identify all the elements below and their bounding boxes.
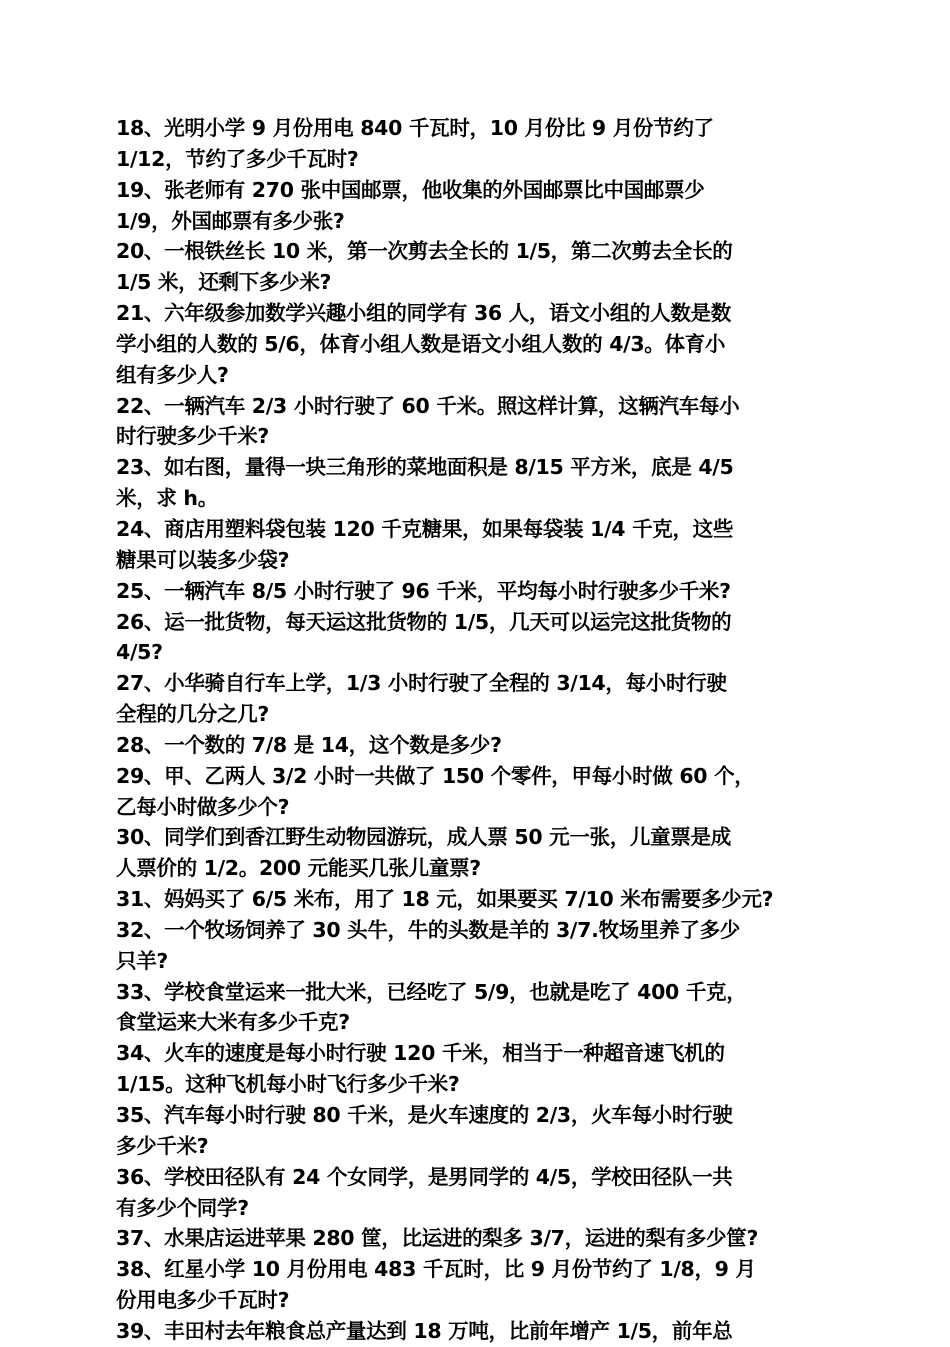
text-line: 1/15。这种飞机每小时飞行多少千米? xyxy=(116,1072,460,1097)
text-line: 学小组的人数的 5/6，体育小组人数是语文小组人数的 4/3。体育小 xyxy=(116,331,726,356)
text-line: 21、六年级参加数学兴趣小组的同学有 36 人，语文小组的人数是数 xyxy=(116,301,731,326)
text-line: 39、丰田村去年粮食总产量达到 18 万吨，比前年增产 1/5，前年总 xyxy=(116,1318,733,1343)
text-line: 乙每小时做多少个? xyxy=(116,794,290,819)
text-line: 25、一辆汽车 8/5 小时行驶了 96 千米，平均每小时行驶多少千米? xyxy=(116,578,731,603)
text-line: 1/5 米，还剩下多少米? xyxy=(116,270,332,295)
text-line: 有多少个同学? xyxy=(116,1195,249,1220)
text-line: 29、甲、乙两人 3/2 小时一共做了 150 个零件，甲每小时做 60 个， xyxy=(116,763,755,788)
text-line: 37、水果店运进苹果 280 筐，比运进的梨多 3/7，运进的梨有多少筐? xyxy=(116,1226,759,1251)
text-line: 米，求 h。 xyxy=(116,486,218,511)
text-line: 时行驶多少千米? xyxy=(116,424,269,449)
text-line: 30、同学们到香江野生动物园游玩，成人票 50 元一张，儿童票是成 xyxy=(116,825,731,850)
text-line: 22、一辆汽车 2/3 小时行驶了 60 千米。照这样计算，这辆汽车每小 xyxy=(116,393,740,418)
text-line: 18、光明小学 9 月份用电 840 千瓦时，10 月份比 9 月份节约了 xyxy=(116,116,714,140)
text-line: 27、小华骑自行车上学，1/3 小时行驶了全程的 3/14，每小时行驶 xyxy=(116,671,727,696)
text-line: 34、火车的速度是每小时行驶 120 千米，相当于一种超音速飞机的 xyxy=(116,1041,725,1066)
text-line: 33、学校食堂运来一批大米，已经吃了 5/9，也就是吃了 400 千克， xyxy=(116,979,747,1004)
document-page xyxy=(116,113,856,1347)
text-line: 全程的几分之几? xyxy=(116,702,269,727)
text-line: 多少千米? xyxy=(116,1133,209,1158)
text-line: 23、如右图，量得一块三角形的菜地面积是 8/15 平方米，底是 4/5 xyxy=(116,455,734,480)
text-line: 糖果可以装多少袋? xyxy=(116,547,290,572)
text-line: 35、汽车每小时行驶 80 千米，是火车速度的 2/3，火车每小时行驶 xyxy=(116,1103,733,1127)
text-line: 32、一个牧场饲养了 30 头牛，牛的头数是羊的 3/7.牧场里养了多少 xyxy=(116,917,740,942)
text-line: 组有多少人? xyxy=(116,362,229,387)
text-line: 19、张老师有 270 张中国邮票，他收集的外国邮票比中国邮票少 xyxy=(116,177,705,202)
text-line: 份用电多少千瓦时? xyxy=(116,1288,290,1313)
text-line: 1/9，外国邮票有多少张? xyxy=(116,208,345,233)
text-line: 24、商店用塑料袋包装 120 千克糖果，如果每袋装 1/4 千克，这些 xyxy=(116,516,734,541)
text-line: 只羊? xyxy=(116,948,168,973)
text-line: 38、红星小学 10 月份用电 483 千瓦时，比 9 月份节约了 1/8，9 月 xyxy=(116,1257,756,1282)
text-line: 4/5? xyxy=(116,640,163,665)
text-line: 26、运一批货物，每天运这批货物的 1/5，几天可以运完这批货物的 xyxy=(116,609,732,634)
text-line: 31、妈妈买了 6/5 米布，用了 18 元，如果要买 7/10 米布需要多少元? xyxy=(116,887,774,912)
text-line: 36、学校田径队有 24 个女同学，是男同学的 4/5，学校田径队一共 xyxy=(116,1164,733,1189)
text-line: 28、一个数的 7/8 是 14，这个数是多少? xyxy=(116,732,502,757)
text-line: 人票价的 1/2。200 元能买几张儿童票? xyxy=(116,856,481,881)
text-line: 食堂运来大米有多少千克? xyxy=(116,1010,350,1035)
text-line: 20、一根铁丝长 10 米，第一次剪去全长的 1/5，第二次剪去全长的 xyxy=(116,239,733,264)
text-line: 1/12，节约了多少千瓦时? xyxy=(116,146,359,171)
